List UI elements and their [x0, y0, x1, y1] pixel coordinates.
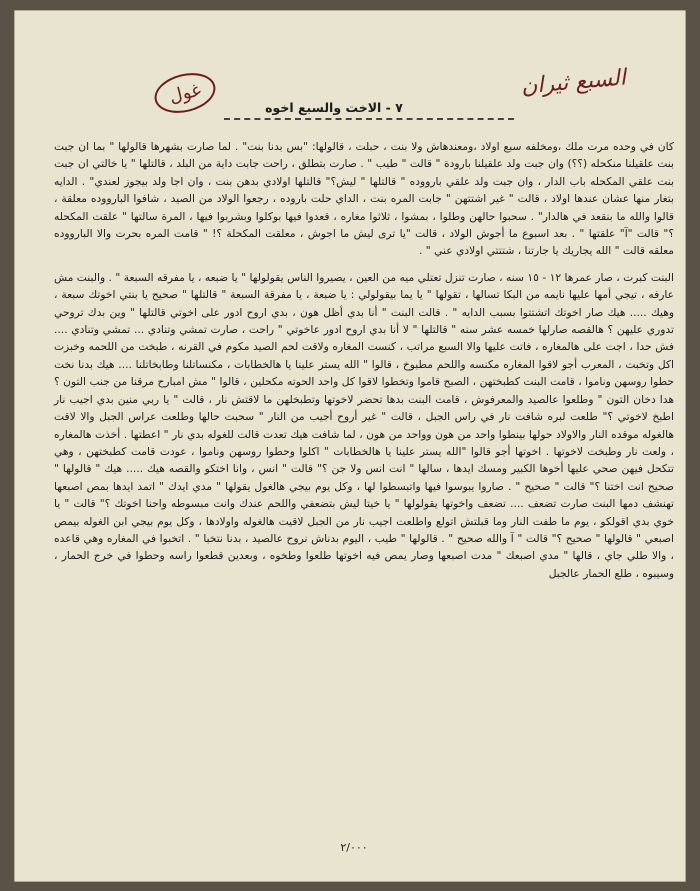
paragraph: البنت كبرت ، صار عمرها ١٢ - ١٥ سنه ، صارت تنزل تعتلي ميه من العين ، يصيروا الناس يقولولها " يا ضبعه ، يا مفرقه السبعة " . والبنت مش عارفه ، تيجي أمها عليها نايمه من البكا تسالها ، تقولها " يا يما بيقولولي : يا ضبعة ، يا مفرقة السبعة " قالتلها " صحيح يا بنتي اخوتك سبعة ، وهيك ..... هيك صار اخوتك اتشتتوا بسبب الدايه " . قالت البنت " أنا بدي أظل هون ، بدي اروح ادور على اخوتي قالتلها " وين بدك تروحي تدوري عليهن ؟ هالقصه صارلها خمسه عشر سنه " قالتلها " لا أنا بدي اروح ادور عاخوتي " راحت ، صارت تمشي وتنادي ... تمشي وتنادي .... فش حدا ، اجت على هالمغاره ، فاتت عليها والا السبع مراتب ، كنست المغاره ولاقت لحم الصيد مكوم في القرنه ، طبخت من اللحمه وخبزت اكل وتخبت ، المعرب أجو لاقوا المغاره مكنسه واللحم مطبوخ ، قالوا " الله يستر علينا يا هالخطابات ، مكنساتلنا وطابخاتلنا .... هيك بدنا نخت حطوا روسهن وناموا ، قامت البنت كطبختهن ، الصبح قاموا وتخطوا لاقوا كل واحد الحوته مكحلين ، قالوا " مش امبارح مرقنا من جنب التون ؟ هدا دخان التون " وطلعوا عالصيد والمعرفوش ، قامت البنت بدها تحضر لاخوتها وتطبخلهن ما لاقتش نار ، قالت " يا ربي منين بدي اجيب نار اطبخ لاخوتي ؟" طلعت لبره شافت نار في راس الجبل ، قالت " غير أروح أجيب من النار " سحبت حالها وطلعت عراس الجبل والا لاقت هالغوله موقده النار والاولاد حولها بينطوا واحد من هون وواحد من هون ، لما شافت هيك تعدت قالت للغوله بدي نار " اعطتها . أخذت هالمغاره ، ولعت نار وطبخت لاخوتها . اخوتها أجو قالوا "الله يستر علينا يا هالخطابات " اكلوا وحطوا روسهن وناموا ، عودت قامت كطبختهن ، وهي تتكحل فيهن صحي عليها أخوها الكبير ومسك ايدها ، سالها " انت انس ولا جن ؟" قالت " انس ، وانا اختكو والقصه هيك ..... هيك " قالولها " صحيح انت اختنا ؟" قالت " صحيح " . صاروا يبوسوا فيها واتبسطوا لها ، وكل يوم بيجي هالغول يقولها " مدي ايدك " اتمد ايدها بمص اصبعها تهنشف دمها البنت صارت تضعف .... تضعف واخوتها يقولولها " يا خيتا ليش بتضعفي واللحم عندك وانت مبسوطه واحنا اخوتك ؟" قالت " يا خوي بدي اقولكو ، يوم ما طفت النار وما قبلتش اتولع واطلعت اجيب نار من الجبل لاقيت هالغوله واولادها ، وكل يوم بيجي ابن الغوله بيمص اصبعي " قالولها " صحيح ؟" قالت " آ والله صحيح " . قالولها " طيب ، اليوم بدناش نروح عالصيد ، بدنا نتخبا " . اتخبوا في المغاره وهي قاعده ، والا طلي جاي ، قالها " مدي اصبعك " مدت اصبعها وصار يمص فيه اخوتها طلعوا وطخوه ، وبعدين قطعوا راسه وحطوا في خرج الحمار ، وسيبوه ، طلع الحمار عالجبل — [54, 270, 675, 580]
handwritten-tag: غول — [150, 67, 219, 119]
document-page — [14, 10, 686, 882]
paragraph: كان في وحده مرت ملك ،ومخلفه سبع اولاد ،ومعندهاش ولا بنت ، حبلت ، قالولها: "بس بدنا بنت" . لما صارت بشهرها قالولها " بما ان جبت بنت علقيلنا منكحله (؟؟) وان جبت ولد علقيلنا بارودة " قالت " طيب " . صارت بتطلق ، راحت جابت داية من البلد ، قالتلها " يا خالتي ان جبت بنت علقي المكحله باب الدار ، وان جبت ولد علقي بارووده " قالتلها " ليش؟" قالتلها اولادي بدهن بنت ، وان اجا ولد بيجوز لعندي" . الدايه بتغار منها عشان عندها اولاد ، قالت " غير اشتتهن " جابت المره بنت ، الداي حلت باروده ، رجعوا الولاد من الصيد ، شافوا البارووده معلقة ، قالوا والله ما بنقعد في هالدار" . سحبوا حالهن وطلوا ، بمشوا ، ثلاثوا مغاره ، قعدوا فيها بوكلوا وبشربوا فيها ، المرة سالتها " علقت المكحله ؟" قالت "آ" علقتها " . بعد اسبوع ما أجوش الولاد ، قالت "يا ترى ليش ما اجوش ، معلقت المكحلة ؟! " قامت المره بحرت والا البارووده معلقه قالت " الله يجاريك يا جارتنا ، شتتتي اولادي عني " . — [54, 140, 674, 258]
story-title: ٧ - الاخت والسبع اخوه — [265, 100, 403, 115]
handwritten-name: السبع ثيران — [520, 65, 627, 100]
title-underline — [224, 118, 514, 120]
story-body — [54, 138, 674, 591]
page-number: ٢/٠٠٠ — [340, 841, 368, 854]
